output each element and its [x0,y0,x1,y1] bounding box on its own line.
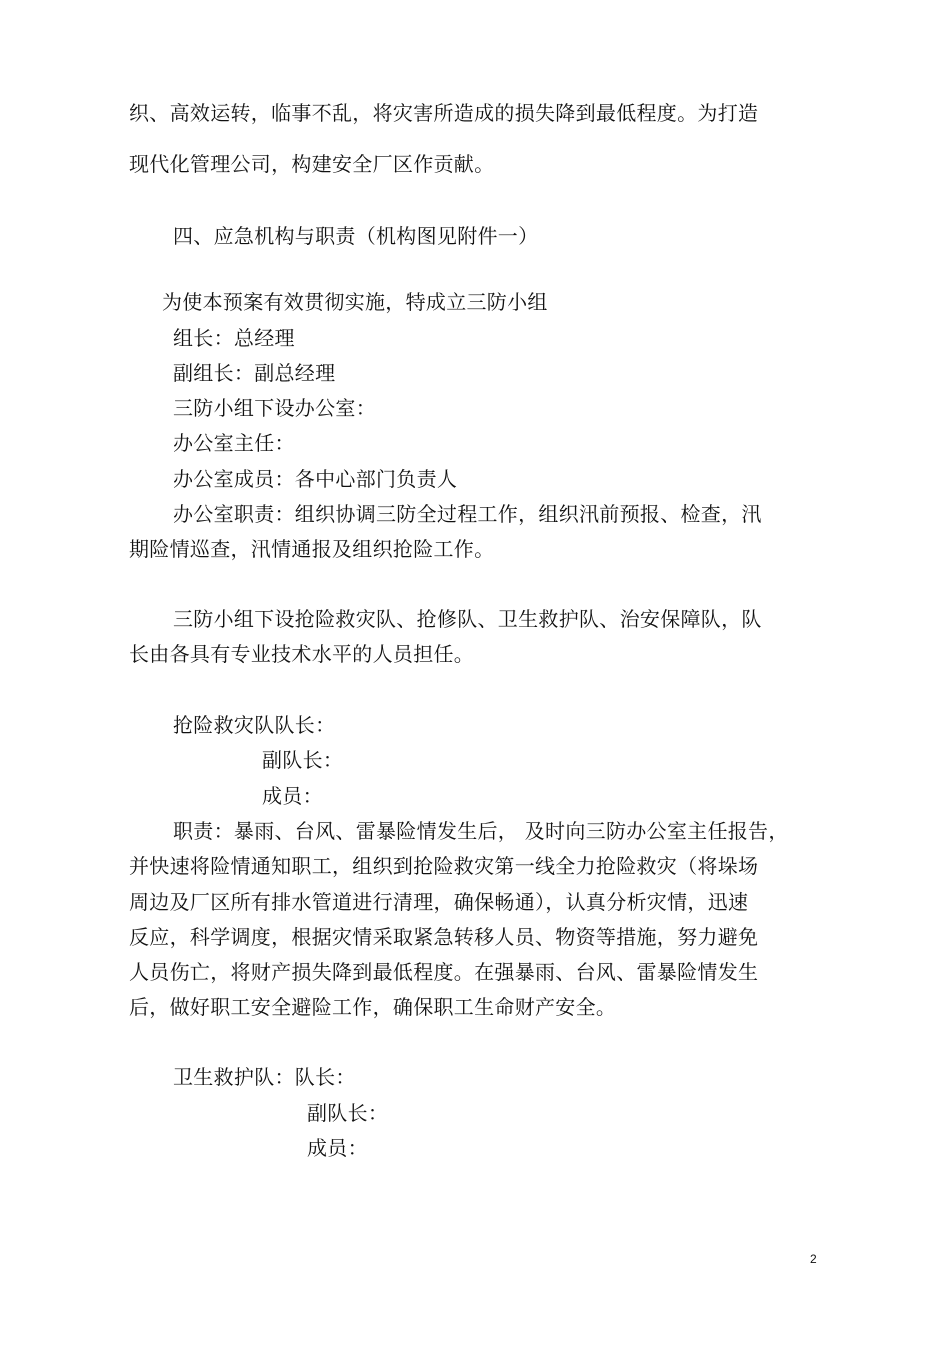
text-line: 期险情巡查，汛情通报及组织抢险工作。 [129,537,495,561]
text-line: 抢险救灾队队长： [173,713,336,737]
text-line: 副组长：副总经理 [173,361,336,385]
text-line: 成员： [307,1136,368,1160]
text-line: 卫生救护队：队长： [173,1065,356,1089]
text-line: 职责：暴雨、台风、雷暴险情发生后， 及时向三防办公室主任报告， [173,819,789,843]
text-line: 办公室职责：组织协调三防全过程工作，组织汛前预报、检查，汛 [173,502,762,526]
page-number: 2 [810,1252,817,1266]
text-line: 办公室主任： [173,431,295,455]
text-line: 三防小组下设办公室： [173,396,376,420]
text-line: 长由各具有专业技术水平的人员担任。 [129,642,475,666]
text-line: 为使本预案有效贯彻实施，特成立三防小组 [162,290,548,314]
text-line: 周边及厂区所有排水管道进行清理，确保畅通），认真分析灾情，迅速 [129,890,749,914]
text-line: 成员： [262,784,323,808]
text-line: 三防小组下设抢险救灾队、抢修队、卫生救护队、治安保障队，队 [173,607,762,631]
text-line: 现代化管理公司，构建安全厂区作贡献。 [129,152,495,176]
text-line: 人员伤亡，将财产损失降到最低程度。在强暴雨、台风、雷暴险情发生 [129,960,759,984]
text-line: 后，做好职工安全避险工作，确保职工生命财产安全。 [129,995,617,1019]
text-line: 副队长： [262,748,344,772]
text-line: 织、高效运转，临事不乱，将灾害所造成的损失降到最低程度。为打造 [129,101,759,125]
text-line: 反应，科学调度，根据灾情采取紧急转移人员、物资等措施，努力避免 [129,925,759,949]
text-line: 办公室成员：各中心部门负责人 [173,467,458,491]
section-heading: 四、应急机构与职责（机构图见附件一） [173,224,539,248]
text-line: 并快速将险情通知职工，组织到抢险救灾第一线全力抢险救灾（将垛场 [129,854,759,878]
text-line: 副队长： [307,1101,389,1125]
text-line: 组长：总经理 [173,326,295,350]
